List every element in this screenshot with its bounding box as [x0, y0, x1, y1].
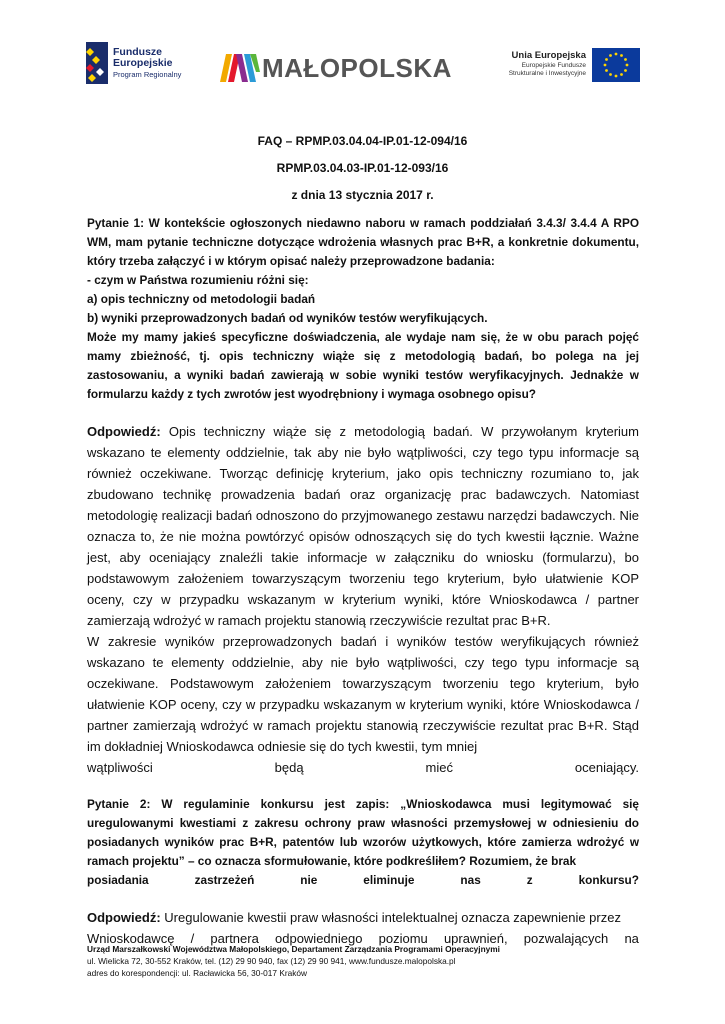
page-header: [0, 0, 725, 100]
fe-flag-icon: [86, 42, 108, 84]
document-body: [87, 214, 639, 949]
fe-logo-text: Fundusze Europejskie Program Regionalny: [113, 46, 182, 79]
footer-organization: Urząd Marszałkowski Województwa Małopolskiego, Departament Zarządzania Programami Operacyjnymi: [87, 944, 500, 954]
title-line-3: z dnia 13 stycznia 2017 r.: [291, 188, 434, 202]
answer-1: [87, 421, 639, 778]
footer-address: ul. Wielicka 72, 30-552 Kraków, tel. (12) 29 90 940, fax (12) 29 90 941, www.fundusze.malopolska.pl: [87, 956, 456, 966]
answer-2: Odpowiedź: Uregulowanie kwestii praw własności intelektualnej oznacza zapewnienie przez Wnioskodawcę / partnera odpowiedniego poziomu uprawnień, pozwalających na: [87, 907, 639, 949]
document-title: [0, 128, 725, 209]
title-line-1: FAQ – RPMP.03.04.04-IP.01-12-094/16: [257, 134, 468, 148]
answer-1-paragraph-2: W zakresie wyników przeprowadzonych badań i wyników testów weryfikujących również wskazano te elementy oddzielnie, aby nie było wątpliwości, czy tego typu informacje są oczekiwane. Podstawowym założeniem towarzyszącym tworzeniu tego kryterium, było ułatwienie KOP oceny, czy w przypadku wskazanym w kryterium wyniki, które Wnioskodawca / partner zamierzają wdrożyć w ramach projektu stanowią rzeczywiście rezultat prac B+R. Stąd im dokładniej Wnioskodawca odniesie się do tych kwestii, tym mniej: [87, 634, 639, 754]
answer-1-paragraph-1: Odpowiedź: Opis techniczny wiąże się z metodologią badań. W przywołanym kryterium wskazano te elementy oddzielnie, tak aby nie było wątpliwości, czy tego typu informacje są również oczekiwane. Tworząc definicję kryterium, jako opis techniczny rozumiano to, jak zbudowano technikę prowadzenia badań oraz organizację prac badawczych. Natomiast metodologię realizacji badań odnoszono do przyjmowanego zestawu narzędzi badawczych. Nie oznacza to, że nie można powtórzyć opisów odnoszących się do tych kwestii łącznie. Ważne jest, aby oceniający znaleźli takie informacje w załączniku do wniosku (formularzu), bo podstawowym założeniem towarzyszącym tworzeniu tego kryterium, było ułatwienie KOP oceny, czy w przypadku wskazanym w kryterium wyniki, które Wnioskodawca / partner zamierzają wdrożyć w ramach projektu stanowią rzeczywiście rezultat prac B+R.: [87, 424, 639, 628]
eu-flag-icon: [592, 48, 640, 82]
unia-europejska-logo: [484, 48, 640, 86]
ue-logo-text: Unia Europejska Europejskie Fundusze Strukturalne i Inwestycyjne: [508, 50, 586, 77]
page-footer: [87, 943, 647, 979]
title-line-2: RPMP.03.04.03-IP.01-12-093/16: [276, 161, 449, 175]
fundusze-europejskie-logo: [86, 42, 206, 86]
question-1: Pytanie 1: W kontekście ogłoszonych niedawno naboru w ramach poddziałań 3.4.3/ 3.4.4 A RPO WM, mam pytanie techniczne dotyczące wdrożenia własnych prac B+R, a konkretnie dokumentu, który trzeba załączyć i w którym opisać należy przeprowadzone badania: - czym w Państwa rozumieniu różni się: a) opis techniczny od metodologii badań b) wyniki przeprowadzonych badań od wyników testów weryfikujących. Może my mamy jakieś specyficzne doświadczenia, ale wydaje nam się, że w obu parach pojęć mamy zbieżność, tj. opis techniczny wiąże się z metodologią badań, bo polega na jej zastosowaniu, a wyniki badań zawierają w sobie wyniki testów weryfikacyjnych. Jednakże w formularzu każdy z tych zwrotów jest wyodrębniony i wymaga osobnego opisu?: [87, 216, 639, 401]
answer-2-last-line: Wnioskodawcę / partnera odpowiedniego poziomu uprawnień, pozwalających na: [87, 931, 639, 946]
footer-correspondence: adres do korespondencji: ul. Racławicka 56, 30-017 Kraków: [87, 968, 307, 978]
malopolska-wordmark: MAŁOPOLSKA: [262, 53, 452, 83]
malopolska-logo: [220, 50, 460, 84]
question-2-last-line: posiadania zastrzeżeń nie eliminuje nas z konkursu?: [87, 873, 639, 887]
malopolska-mark-icon: [220, 52, 260, 82]
question-2: Pytanie 2: W regulaminie konkursu jest zapis: „Wnioskodawca musi legitymować się uregulowanymi kwestiami z zakresu ochrony praw własności przemysłowej w odniesieniu do posiadanych wyników prac B+R, patentów lub wzorów użytkowych, które zamierza wdrożyć w ramach projektu” – co oznacza sformułowanie, które podkreśliłem? Rozumiem, że brak posiadania zastrzeżeń nie eliminuje nas z konkursu?: [87, 795, 639, 890]
answer-1-last-line: wątpliwości będą mieć oceniający.: [87, 760, 639, 775]
